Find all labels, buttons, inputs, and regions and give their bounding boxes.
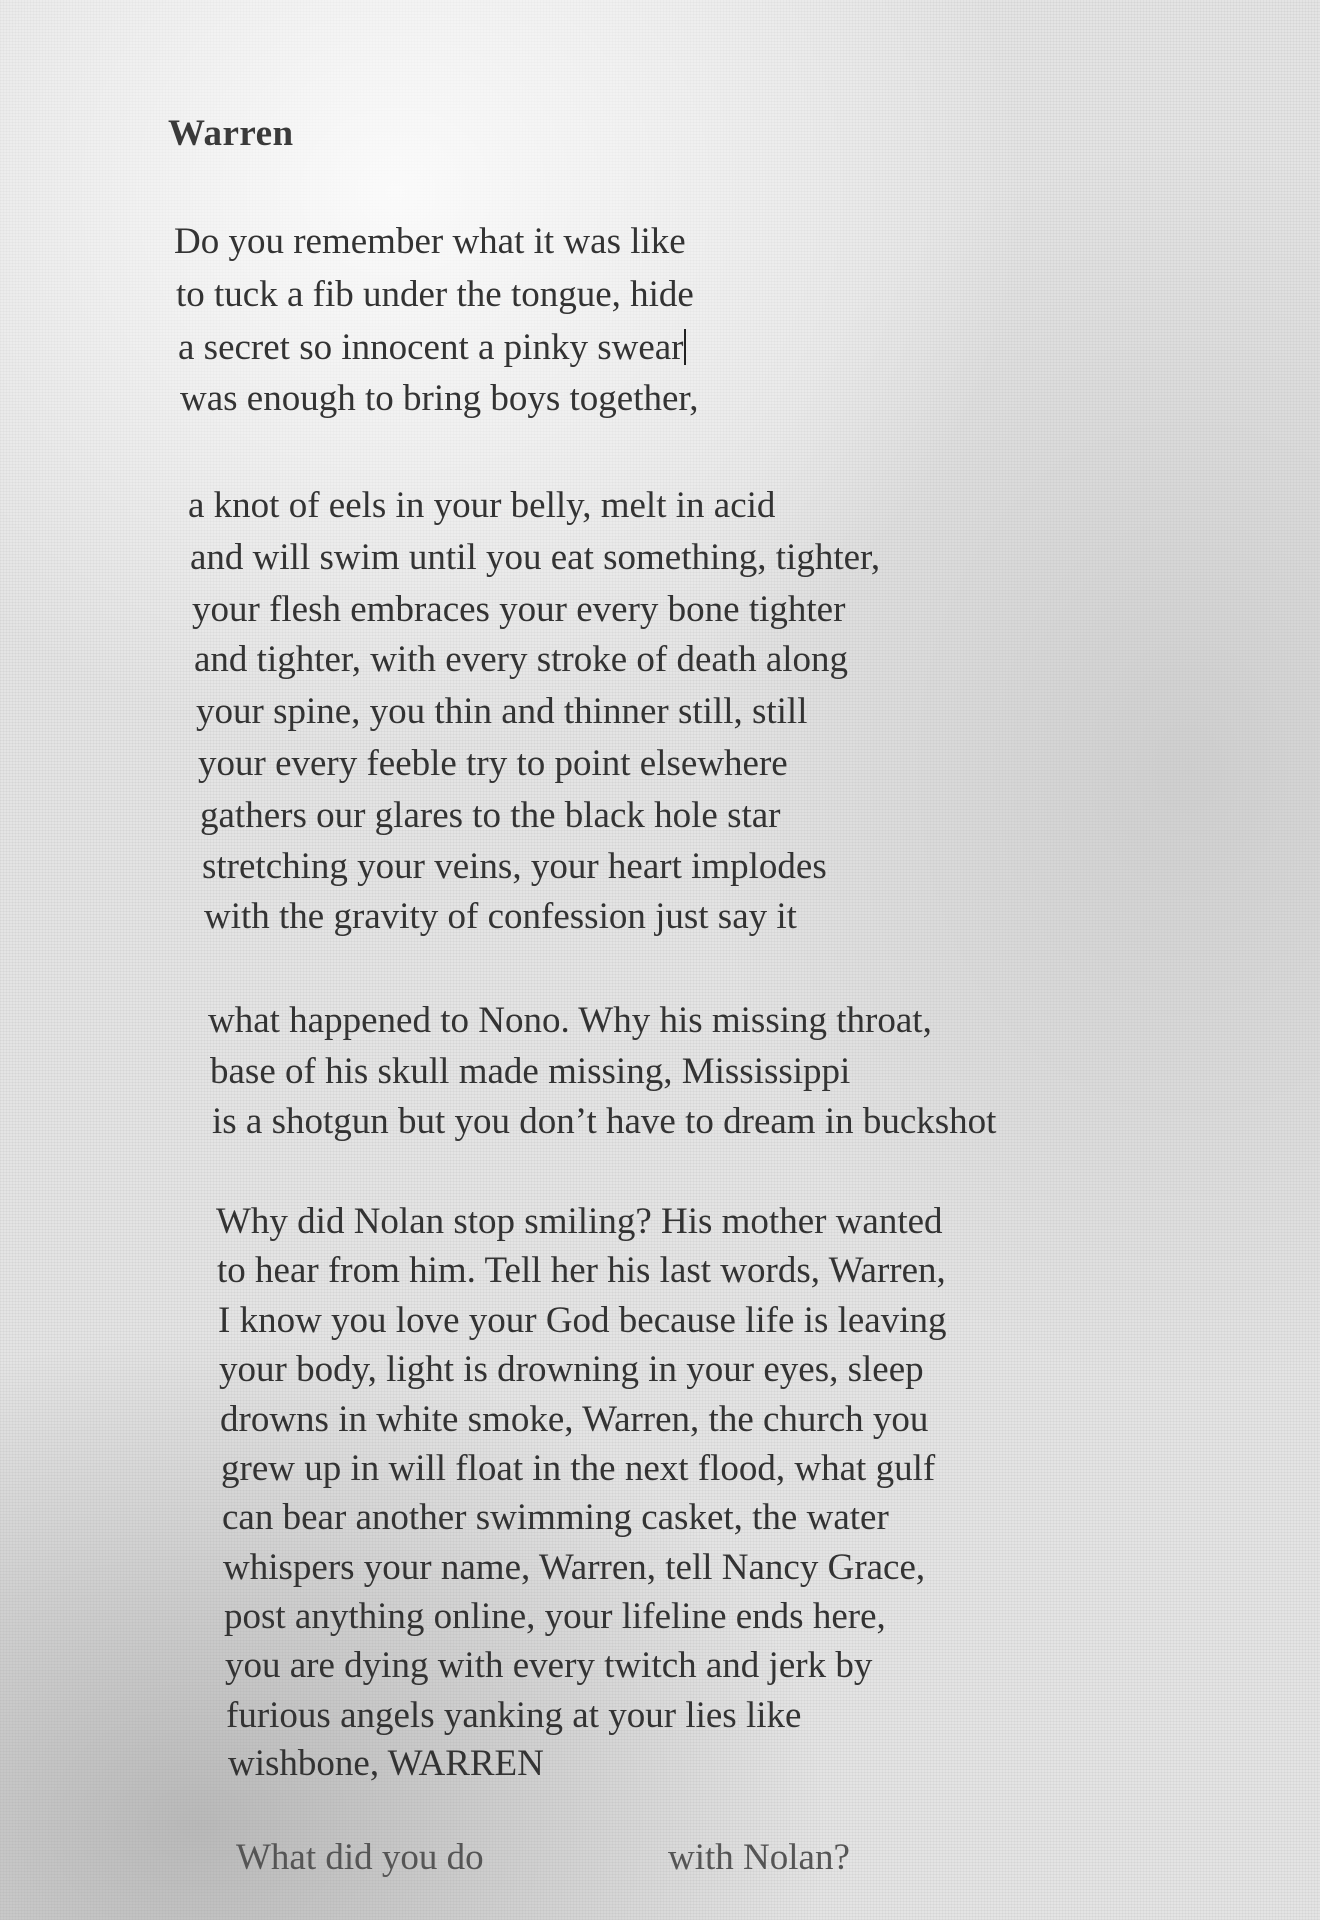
poem-line: Do you remember what it was like: [174, 221, 686, 262]
poem-line: furious angels yanking at your lies like: [226, 1695, 802, 1736]
poem-line: your body, light is drowning in your eyes, sleep: [219, 1349, 924, 1390]
poem-line: with the gravity of confession just say it: [204, 896, 797, 937]
closing-line-part2: with Nolan?: [668, 1837, 850, 1878]
poem-line: to tuck a fib under the tongue, hide: [176, 274, 694, 315]
poem-line: your flesh embraces your every bone tighter: [192, 589, 846, 630]
poem-line: to hear from him. Tell her his last words, Warren,: [217, 1250, 946, 1291]
poem-line: wishbone, WARREN: [228, 1743, 544, 1784]
poem-line: a knot of eels in your belly, melt in acid: [188, 485, 776, 526]
poem-line: can bear another swimming casket, the water: [222, 1497, 889, 1538]
poem-line: base of his skull made missing, Mississippi: [210, 1051, 851, 1092]
text-cursor: [684, 329, 686, 365]
poem-line: Why did Nolan stop smiling? His mother wanted: [216, 1201, 943, 1242]
poem-line: a secret so innocent a pinky swear: [178, 326, 686, 370]
poem-line: gathers our glares to the black hole star: [200, 795, 781, 836]
poem-title: Warren: [168, 113, 294, 154]
poem-line: is a shotgun but you don’t have to dream in buckshot: [212, 1101, 997, 1142]
closing-line-part1: What did you do: [236, 1837, 484, 1878]
poem-line: and tighter, with every stroke of death along: [194, 639, 849, 680]
poem-line: was enough to bring boys together,: [180, 378, 699, 419]
poem-line: drowns in white smoke, Warren, the church you: [220, 1399, 929, 1440]
poem-line: whispers your name, Warren, tell Nancy Grace,: [223, 1547, 926, 1588]
poem-line: post anything online, your lifeline ends here,: [224, 1596, 886, 1637]
poem-line: stretching your veins, your heart implodes: [202, 846, 827, 887]
poem-line: you are dying with every twitch and jerk by: [225, 1645, 873, 1686]
poem-line: your every feeble try to point elsewhere: [198, 743, 788, 784]
poem-line: I know you love your God because life is leaving: [218, 1300, 947, 1341]
poem-line: your spine, you thin and thinner still, still: [196, 691, 808, 732]
poem-line: what happened to Nono. Why his missing throat,: [208, 1000, 932, 1041]
poem-line: and will swim until you eat something, tighter,: [190, 537, 881, 578]
poem-line: grew up in will float in the next flood, what gulf: [221, 1448, 936, 1489]
